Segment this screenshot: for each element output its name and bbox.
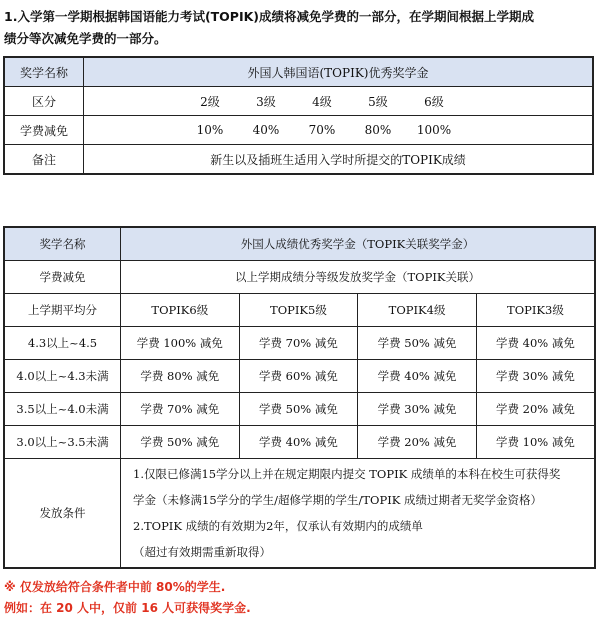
table2-waiver-value: 以上学期成绩分等级发放奖学金（TOPIK关联） bbox=[121, 261, 596, 294]
table2-header-row bbox=[4, 227, 595, 261]
gpa-range: 4.0以上~4.3未满 bbox=[4, 360, 121, 393]
table1-remark-value: 新生以及插班生适用入学时所提交的TOPIK成绩 bbox=[84, 145, 594, 175]
table1-remark-row bbox=[4, 145, 593, 175]
table-cell: 学费 70% 减免 bbox=[121, 393, 240, 426]
waiver-4: 70% bbox=[308, 123, 336, 137]
waiver-5: 80% bbox=[364, 123, 392, 137]
table2-level-row bbox=[4, 294, 595, 327]
waiver-2: 10% bbox=[196, 123, 224, 137]
table1-header-label: 奖学名称 bbox=[4, 57, 84, 87]
grade-6: 6级 bbox=[424, 94, 444, 109]
topik-scholarship-table bbox=[3, 56, 594, 175]
table1-waiver-values bbox=[84, 116, 594, 145]
table-cell: 学费 100% 减免 bbox=[121, 327, 240, 360]
table2-gpa-label: 上学期平均分 bbox=[4, 294, 121, 327]
table-cell: 学费 80% 减免 bbox=[121, 360, 240, 393]
table2-condition-row bbox=[4, 459, 595, 569]
table1-remark-label: 备注 bbox=[4, 145, 84, 175]
table2-header-label: 奖学名称 bbox=[4, 227, 121, 261]
level-topik6: TOPIK6级 bbox=[121, 294, 240, 327]
table-cell: 学费 40% 减免 bbox=[476, 327, 595, 360]
waiver-6: 100% bbox=[416, 123, 452, 137]
gpa-range: 4.3以上~4.5 bbox=[4, 327, 121, 360]
table2-waiver-row bbox=[4, 261, 595, 294]
table-cell: 学费 30% 减免 bbox=[358, 393, 477, 426]
condition-line-4: （超过有效期需重新取得） bbox=[133, 545, 271, 559]
table-row bbox=[4, 426, 595, 459]
table-cell: 学费 20% 减免 bbox=[476, 393, 595, 426]
table1-waiver-row bbox=[4, 116, 593, 145]
table1-grade-values bbox=[84, 87, 594, 116]
table2-header-value: 外国人成绩优秀奖学金（TOPIK关联奖学金） bbox=[121, 227, 596, 261]
table-row bbox=[4, 327, 595, 360]
note-line-2: 例如：在 20 人中，仅前 16 人可获得奖学金. bbox=[4, 601, 251, 615]
table1-header-row bbox=[4, 57, 593, 87]
table2-waiver-label: 学费减免 bbox=[4, 261, 121, 294]
table-cell: 学费 40% 减免 bbox=[358, 360, 477, 393]
condition-text bbox=[121, 459, 596, 569]
level-topik4: TOPIK4级 bbox=[358, 294, 477, 327]
table1-header-value: 外国人韩国语(TOPIK)优秀奖学金 bbox=[84, 57, 594, 87]
gpa-range: 3.5以上~4.0未满 bbox=[4, 393, 121, 426]
table1-grade-label: 区分 bbox=[4, 87, 84, 116]
grade-2: 2级 bbox=[200, 94, 220, 109]
table-cell: 学费 10% 减免 bbox=[476, 426, 595, 459]
intro-line-1: 1.入学第一学期根据韩国语能力考试(TOPIK)成绩将减免学费的一部分，在学期间根据上学期成 bbox=[4, 9, 535, 24]
level-topik3: TOPIK3级 bbox=[476, 294, 595, 327]
table-cell: 学费 30% 减免 bbox=[476, 360, 595, 393]
table1-waiver-label: 学费减免 bbox=[4, 116, 84, 145]
intro-text bbox=[4, 6, 594, 50]
table-cell: 学费 40% 减免 bbox=[239, 426, 358, 459]
note-line-1: ※ 仅发放给符合条件者中前 80%的学生. bbox=[4, 580, 226, 594]
table-cell: 学费 50% 减免 bbox=[121, 426, 240, 459]
level-topik5: TOPIK5级 bbox=[239, 294, 358, 327]
grade-5: 5级 bbox=[368, 94, 388, 109]
grade-4: 4级 bbox=[312, 94, 332, 109]
intro-line-2: 绩分等次减免学费的一部分。 bbox=[4, 31, 167, 46]
gpa-range: 3.0以上~3.5未满 bbox=[4, 426, 121, 459]
waiver-3: 40% bbox=[252, 123, 280, 137]
gpa-scholarship-table bbox=[3, 226, 596, 569]
table-cell: 学费 50% 减免 bbox=[239, 393, 358, 426]
table-cell: 学费 60% 减免 bbox=[239, 360, 358, 393]
table1-grade-row bbox=[4, 87, 593, 116]
table-row bbox=[4, 393, 595, 426]
condition-line-3: 2.TOPIK 成绩的有效期为2年，仅承认有效期内的成绩单 bbox=[133, 519, 423, 533]
condition-label: 发放条件 bbox=[4, 459, 121, 569]
table-row bbox=[4, 360, 595, 393]
table-cell: 学费 20% 减免 bbox=[358, 426, 477, 459]
table-cell: 学费 50% 减免 bbox=[358, 327, 477, 360]
grade-3: 3级 bbox=[256, 94, 276, 109]
condition-line-1: 1.仅限已修满15学分以上并在规定期限内提交 TOPIK 成绩单的本科在校生可获得奖 bbox=[133, 467, 561, 481]
condition-line-2: 学金（未修满15学分的学生/超修学期的学生/TOPIK 成绩过期者无奖学金资格） bbox=[133, 493, 543, 507]
table-cell: 学费 70% 减免 bbox=[239, 327, 358, 360]
